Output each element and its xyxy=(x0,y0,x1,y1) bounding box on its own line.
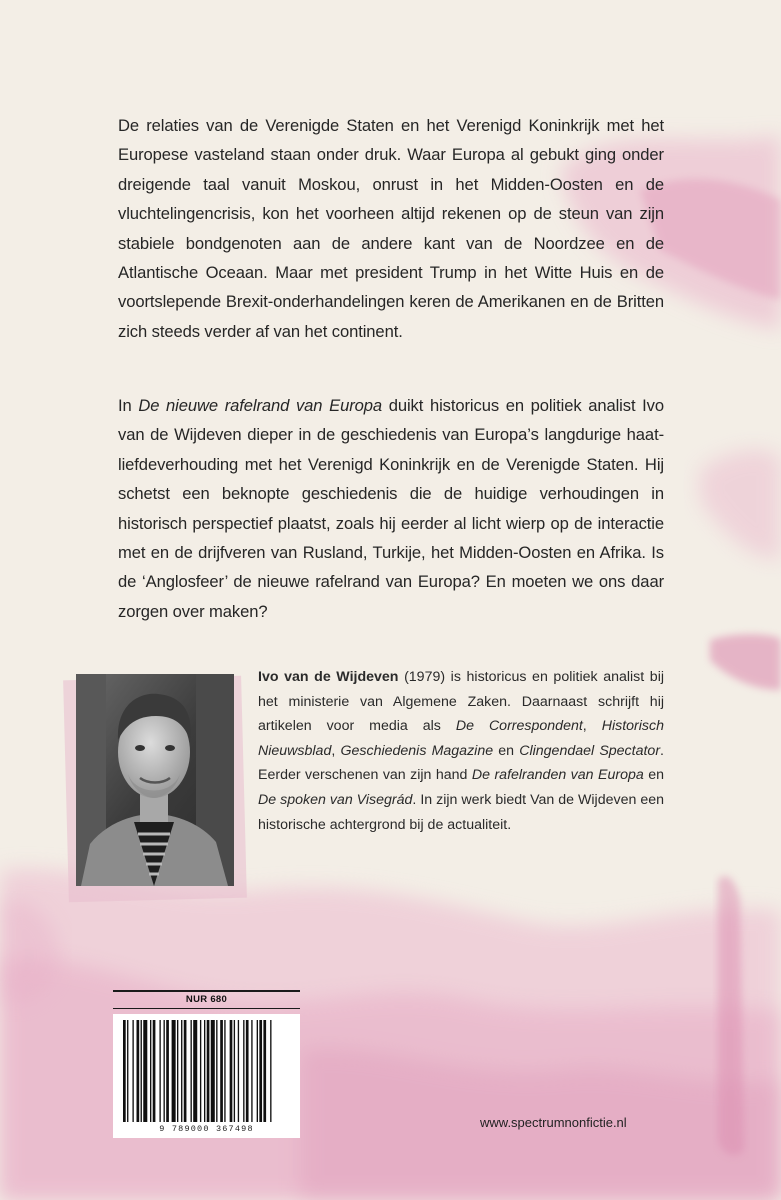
book-title: De nieuwe rafelrand van Europa xyxy=(138,396,383,415)
barcode-bar xyxy=(193,1020,197,1122)
barcode-bar xyxy=(263,1020,266,1122)
author-bio: Ivo van de Wijdeven (1979) is historicus en politiek analist bij het ministerie van Algemene Zaken. Daarnaast schrijft hij artikelen voor media als De Correspondent, Historisch Nieuwsblad, Geschiedenis Magazine en Clingendael Spectator. Eerder verschenen van zijn hand De rafelranden van Europa en De spoken van Visegrád. In zijn werk biedt Van de Wijdeven een historische achtergrond bij de actualiteit. xyxy=(258,669,665,833)
barcode-bar xyxy=(211,1020,215,1122)
barcode-bar xyxy=(191,1020,192,1122)
barcode-bar xyxy=(150,1020,151,1122)
barcode-bar xyxy=(238,1020,239,1122)
barcode-bar xyxy=(220,1020,223,1122)
barcode-bar xyxy=(137,1020,140,1122)
barcode-bar xyxy=(251,1020,252,1122)
author-photo xyxy=(76,674,234,886)
author-name: Ivo van de Wijdeven xyxy=(258,669,399,685)
barcode-bar xyxy=(204,1020,205,1122)
book-description-paragraph: In De nieuwe rafelrand van Europa duikt historicus en politiek analist Ivo van de Wijdeven dieper in de geschiedenis van Europa’s langdurige haat-liefdeverhouding met het Verenigd Koninkrijk en de Verenigde Staten. Hij schetst een beknopte geschiedenis die de huidige verhoudingen in historisch perspectief plaatst, zoals hij eerder al licht wierp op de interactie met en de drijfveren van Rusland, Turkije, het Midden-Oosten en Afrika. Is de ‘Anglosfeer’ de nieuwe rafelrand van Europa? En moeten we ons daar zorgen over maken? xyxy=(118,396,664,621)
publisher-website: www.spectrumnonfictie.nl xyxy=(480,1115,627,1130)
barcode-bar xyxy=(257,1020,258,1122)
nur-code: NUR 680 xyxy=(185,994,228,1005)
barcode-bar xyxy=(234,1020,235,1122)
barcode-bar xyxy=(177,1020,178,1122)
intro-paragraph: De relaties van de Verenigde Staten en het Verenigd Koninkrijk met het Europese vasteland staan onder druk. Waar Europa al gebukt ging onder dreigende taal vanuit Moskou, onrust in het Midden-Oosten en de vluchtelingencrisis, kon het voorheen altijd rekenen op de steun van zijn stabiele bondgenoten aan de andere kant van de Noordzee en de Atlantische Oceaan. Maar met president Trump in het Witte Huis en de voortslepende Brexit-onderhandelingen keren de Amerikanen en de Britten zich steeds verder af van het continent. xyxy=(118,116,664,341)
barcode-bar xyxy=(200,1020,201,1122)
barcode-bar xyxy=(207,1020,210,1122)
barcode-bar xyxy=(164,1020,165,1122)
isbn-number: 9 789000 367498 xyxy=(159,1124,254,1134)
nur-rule-top xyxy=(113,990,300,992)
barcode-bar xyxy=(259,1020,262,1122)
barcode-bar xyxy=(127,1020,128,1122)
barcode-bar xyxy=(246,1020,249,1122)
barcode-bar xyxy=(243,1020,244,1122)
barcode-bar xyxy=(123,1020,126,1122)
barcode-bar xyxy=(270,1020,271,1122)
barcode-bar xyxy=(166,1020,169,1122)
barcode-bar xyxy=(181,1020,182,1122)
barcode-bar xyxy=(184,1020,187,1122)
barcode-bar xyxy=(230,1020,233,1122)
barcode-bar xyxy=(216,1020,217,1122)
barcode-bar xyxy=(143,1020,147,1122)
barcode-bar xyxy=(141,1020,142,1122)
barcode-bar xyxy=(224,1020,225,1122)
barcode-bar xyxy=(172,1020,176,1122)
nur-rule-bottom xyxy=(113,1008,300,1009)
barcode-bar xyxy=(159,1020,160,1122)
isbn-barcode xyxy=(113,1014,300,1138)
barcode-bar xyxy=(153,1020,156,1122)
barcode-bar xyxy=(132,1020,133,1122)
